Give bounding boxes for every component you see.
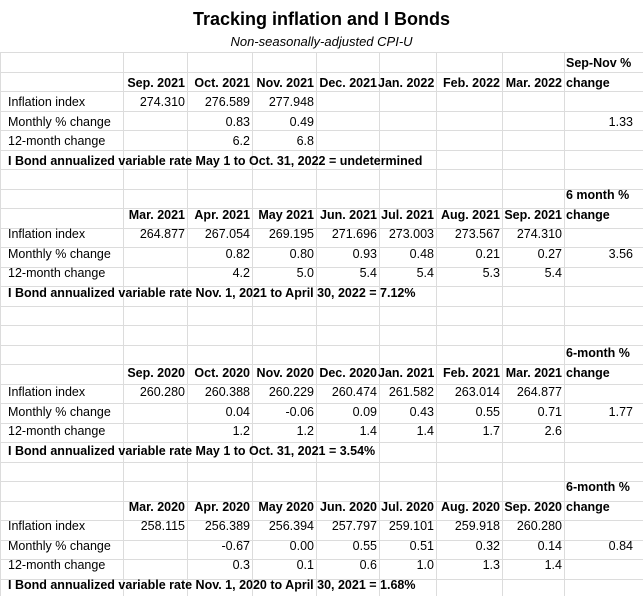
twelve-month-change-cell: 1.0: [416, 558, 434, 572]
row-label-inflation-index: Inflation index: [8, 227, 86, 241]
twelve-month-change-cell: 5.4: [416, 266, 434, 280]
inflation-index-cell: 277.948: [268, 95, 314, 109]
month-header: Mar. 2021: [128, 207, 185, 222]
month-header: Mar. 2020: [128, 499, 185, 514]
twelve-month-change-cell: 5.3: [482, 266, 500, 280]
row-label-monthly-change: Monthly % change: [8, 538, 111, 553]
monthly-change-cell: 0.27: [537, 246, 562, 261]
month-header: Sep. 2021: [504, 207, 562, 222]
ibond-rate-line: I Bond annualized variable rate Nov. 1, 2021 to April 30, 2022 = 7.12%: [8, 285, 416, 300]
inflation-index-cell: 259.101: [388, 519, 434, 533]
month-header: Feb. 2022: [443, 75, 500, 90]
ibond-rate-line: I Bond annualized variable rate May 1 to Oct. 31, 2022 = undetermined: [8, 153, 423, 168]
twelve-month-change-cell: 6.2: [232, 134, 250, 148]
inflation-index-cell: 264.877: [139, 227, 185, 241]
row-label-inflation-index: Inflation index: [8, 385, 86, 399]
inflation-index-cell: 257.797: [331, 519, 377, 533]
inflation-index-cell: 274.310: [139, 95, 185, 109]
month-header: Dec. 2020: [319, 365, 377, 380]
twelve-month-change-cell: 0.1: [296, 558, 314, 572]
month-header: Feb. 2021: [443, 365, 500, 380]
summary-header-line1: 6-month %: [566, 480, 630, 494]
inflation-index-cell: 263.014: [454, 385, 500, 399]
monthly-change-cell: 0.21: [475, 246, 500, 261]
monthly-change-cell: 0.80: [289, 246, 314, 261]
sheet-title: Tracking inflation and I Bonds: [192, 9, 451, 29]
grid-column-line: [564, 52, 565, 596]
month-header: Sep. 2020: [504, 499, 562, 514]
row-label-monthly-change: Monthly % change: [8, 246, 111, 261]
summary-header-line1: 6-month %: [566, 346, 630, 360]
inflation-index-cell: 271.696: [331, 227, 377, 241]
twelve-month-change-cell: 0.6: [359, 558, 377, 572]
grid-row-line: [0, 52, 643, 53]
inflation-index-cell: 260.280: [139, 385, 185, 399]
monthly-change-cell: 0.82: [225, 246, 250, 261]
twelve-month-change-cell: 1.2: [232, 424, 250, 438]
monthly-change-cell: 0.04: [225, 404, 250, 419]
month-header: Oct. 2021: [194, 75, 250, 90]
summary-header-line1: Sep-Nov %: [566, 56, 632, 70]
monthly-change-cell: 0.43: [409, 404, 434, 419]
month-header: Dec. 2021: [319, 75, 377, 90]
grid-row-line: [0, 345, 643, 346]
row-label-monthly-change: Monthly % change: [8, 404, 111, 419]
grid-column-line: [0, 52, 1, 596]
monthly-change-cell: 0.93: [352, 246, 377, 261]
grid-row-line: [0, 325, 643, 326]
month-header: Jan. 2022: [378, 75, 435, 90]
row-label-inflation-index: Inflation index: [8, 95, 86, 109]
month-header: May 2020: [258, 499, 314, 514]
summary-header-line2: change: [566, 499, 610, 514]
monthly-change-cell: -0.06: [285, 404, 314, 419]
inflation-index-cell: 256.394: [268, 519, 314, 533]
ibond-rate-line: I Bond annualized variable rate May 1 to Oct. 31, 2021 = 3.54%: [8, 443, 376, 458]
twelve-month-change-cell: 2.6: [544, 424, 562, 438]
row-label-12-month-change: 12-month change: [8, 134, 106, 148]
grid-row-line: [0, 481, 643, 482]
monthly-change-cell: 0.83: [225, 114, 250, 129]
summary-header-line2: change: [566, 207, 610, 222]
summary-change-value: 0.84: [608, 538, 633, 553]
month-header: Jun. 2020: [320, 499, 377, 514]
summary-change-value: 3.56: [608, 246, 633, 261]
inflation-index-cell: 260.474: [331, 385, 377, 399]
month-header: Nov. 2021: [256, 75, 314, 90]
twelve-month-change-cell: 5.4: [544, 266, 562, 280]
grid-row-line: [0, 306, 643, 307]
twelve-month-change-cell: 5.4: [359, 266, 377, 280]
monthly-change-cell: 0.09: [352, 404, 377, 419]
month-header: Aug. 2021: [440, 207, 500, 222]
grid-row-line: [0, 462, 643, 463]
month-header: Mar. 2022: [505, 75, 562, 90]
inflation-index-cell: 261.582: [388, 385, 434, 399]
twelve-month-change-cell: 1.4: [416, 424, 434, 438]
grid-row-line: [0, 189, 643, 190]
month-header: Jan. 2021: [378, 365, 435, 380]
sheet-subtitle: Non-seasonally-adjusted CPI-U: [230, 34, 413, 49]
summary-header-line2: change: [566, 75, 610, 90]
summary-change-value: 1.77: [608, 404, 633, 419]
month-header: Nov. 2020: [256, 365, 314, 380]
inflation-index-cell: 267.054: [204, 227, 250, 241]
month-header: Jul. 2021: [381, 207, 434, 222]
monthly-change-cell: 0.55: [475, 404, 500, 419]
monthly-change-cell: 0.49: [289, 114, 314, 129]
twelve-month-change-cell: 5.0: [296, 266, 314, 280]
month-header: Sep. 2020: [127, 365, 185, 380]
twelve-month-change-cell: 0.3: [232, 558, 250, 572]
month-header: May 2021: [258, 207, 314, 222]
twelve-month-change-cell: 1.4: [359, 424, 377, 438]
row-label-12-month-change: 12-month change: [8, 558, 106, 572]
summary-header-line2: change: [566, 365, 610, 380]
month-header: Jul. 2020: [381, 499, 434, 514]
twelve-month-change-cell: 4.2: [232, 266, 250, 280]
inflation-index-cell: 264.877: [516, 385, 562, 399]
monthly-change-cell: -0.67: [221, 538, 250, 553]
month-header: Oct. 2020: [194, 365, 250, 380]
inflation-index-cell: 274.310: [516, 227, 562, 241]
monthly-change-cell: 0.14: [537, 538, 562, 553]
inflation-index-cell: 260.280: [516, 519, 562, 533]
row-label-12-month-change: 12-month change: [8, 266, 106, 280]
month-header: Sep. 2021: [127, 75, 185, 90]
twelve-month-change-cell: 6.8: [296, 134, 314, 148]
monthly-change-cell: 0.32: [475, 538, 500, 553]
twelve-month-change-cell: 1.7: [482, 424, 500, 438]
inflation-index-cell: 260.229: [268, 385, 314, 399]
twelve-month-change-cell: 1.4: [544, 558, 562, 572]
monthly-change-cell: 0.55: [352, 538, 377, 553]
month-header: Mar. 2021: [505, 365, 562, 380]
inflation-index-cell: 259.918: [454, 519, 500, 533]
month-header: Apr. 2020: [194, 499, 250, 514]
month-header: Jun. 2021: [320, 207, 377, 222]
inflation-index-cell: 258.115: [140, 519, 185, 533]
month-header: Apr. 2021: [194, 207, 250, 222]
twelve-month-change-cell: 1.2: [296, 424, 314, 438]
summary-change-value: 1.33: [608, 114, 633, 129]
monthly-change-cell: 0.71: [537, 404, 562, 419]
inflation-index-cell: 256.389: [204, 519, 250, 533]
inflation-index-cell: 273.003: [388, 227, 434, 241]
inflation-index-cell: 276.589: [204, 95, 250, 109]
row-label-inflation-index: Inflation index: [8, 519, 86, 533]
inflation-index-cell: 260.388: [204, 385, 250, 399]
inflation-index-cell: 273.567: [454, 227, 500, 241]
twelve-month-change-cell: 1.3: [482, 558, 500, 572]
monthly-change-cell: 0.00: [289, 538, 314, 553]
monthly-change-cell: 0.51: [409, 538, 434, 553]
summary-header-line1: 6 month %: [566, 188, 630, 202]
monthly-change-cell: 0.48: [409, 246, 434, 261]
row-label-12-month-change: 12-month change: [8, 424, 106, 438]
row-label-monthly-change: Monthly % change: [8, 114, 111, 129]
inflation-index-cell: 269.195: [268, 227, 314, 241]
month-header: Aug. 2020: [440, 499, 500, 514]
ibond-rate-line: I Bond annualized variable rate Nov. 1, 2020 to April 30, 2021 = 1.68%: [8, 577, 416, 592]
